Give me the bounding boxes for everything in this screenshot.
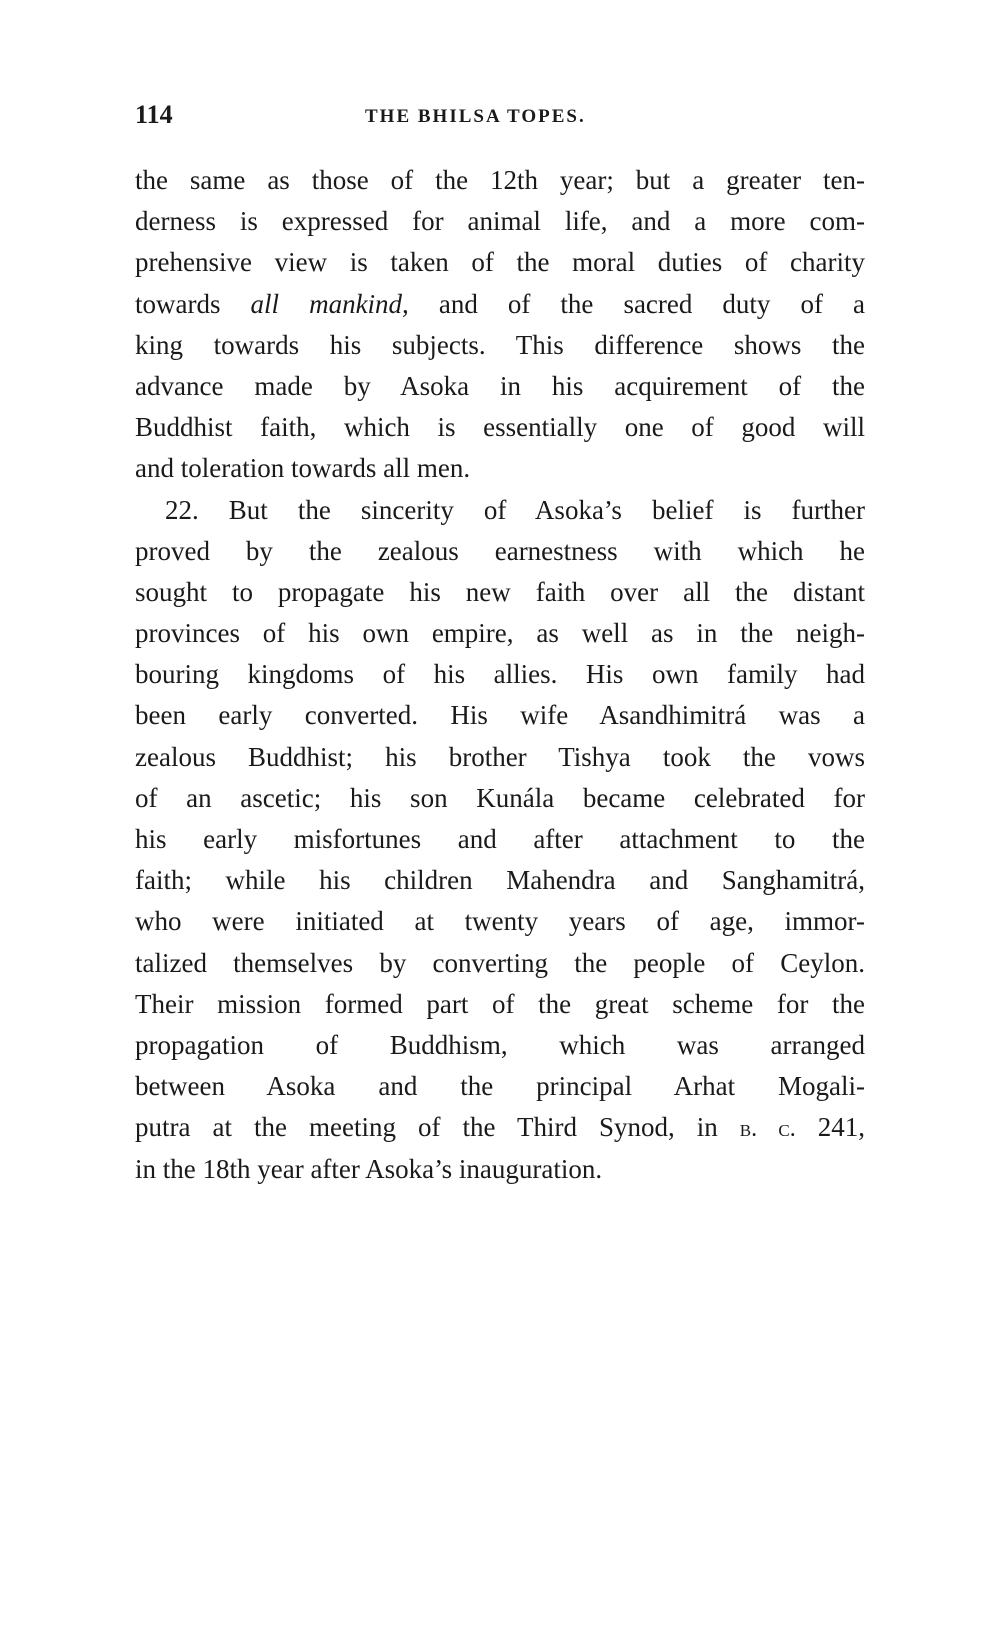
text-line: proved by the zealous earnestness with which he (135, 535, 865, 566)
paragraph-2 (135, 490, 865, 1190)
text-line: king towards his subjects. This difference shows the (135, 329, 865, 360)
text-line: faith; while his children Mahendra and Sanghamitrá, (135, 865, 865, 896)
text-line: and toleration towards all men. (135, 453, 471, 484)
text-segment: and of the sacred duty of a (408, 288, 865, 319)
running-title: THE BHILSA TOPES. (365, 106, 586, 127)
emphasis-all-mankind: all mankind, (250, 288, 409, 319)
text-line (135, 284, 865, 325)
text-line: bouring kingdoms of his allies. His own family had (135, 659, 865, 690)
text-line: talized themselves by converting the people of Ceylon. (135, 947, 865, 978)
text-line: the same as those of the 12th year; but a greater ten- (135, 165, 865, 195)
text-line: his early misfortunes and after attachment to the (135, 824, 865, 854)
text-segment: 241, (795, 1112, 865, 1143)
text-line: of an ascetic; his son Kunála became celebrated for (135, 782, 865, 813)
text-line: sought to propagate his new faith over all the distant (135, 576, 865, 607)
text-segment: putra at the meeting of the Third Synod, in (135, 1112, 740, 1143)
text-line: propagation of Buddhism, which was arranged (135, 1029, 865, 1060)
page-number: 114 (135, 100, 173, 129)
era-abbreviation: b. c. (739, 1116, 796, 1143)
text-line: Buddhist faith, which is essentially one of good will (135, 412, 865, 443)
text-line: prehensive view is taken of the moral duties of charity (135, 247, 865, 278)
text-line: zealous Buddhist; his brother Tishya took the vows (135, 741, 865, 772)
body-text (135, 160, 865, 1190)
page-header (135, 100, 865, 136)
text-line: Their mission formed part of the great scheme for the (135, 988, 865, 1019)
text-line: been early converted. His wife Asandhimitrá was a (135, 700, 865, 731)
text-segment: towards (135, 288, 251, 319)
text-line: provinces of his own empire, as well as in the neigh- (135, 618, 865, 649)
text-line: derness is expressed for animal life, and a more com- (135, 206, 865, 237)
text-line (135, 1107, 865, 1148)
text-line: who were initiated at twenty years of age, immor- (135, 906, 865, 937)
text-line: 22. But the sincerity of Asoka’s belief is further (165, 494, 865, 525)
text-line: in the 18th year after Asoka’s inauguration. (135, 1153, 603, 1184)
text-line: between Asoka and the principal Arhat Mogali- (135, 1071, 865, 1102)
text-line: advance made by Asoka in his acquirement of the (135, 370, 865, 401)
paragraph-1 (135, 160, 865, 490)
